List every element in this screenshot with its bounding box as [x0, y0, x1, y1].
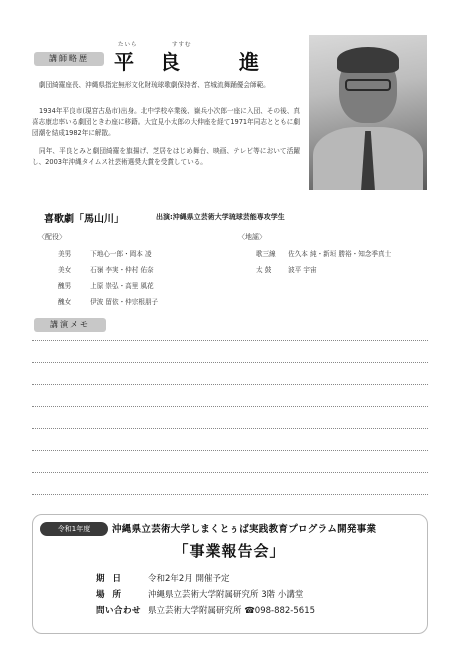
lecturer-name: 平良 進 — [114, 50, 285, 74]
music-role: 太 鼓 — [256, 266, 272, 274]
place-value: 沖縄県立芸術大学附属研究所 3階 小講堂 — [148, 590, 304, 600]
date-label: 期日 — [96, 574, 130, 584]
memo-line — [32, 406, 428, 407]
cast-names: 下地心一郎・岡本 凌 — [90, 250, 152, 258]
memo-line — [32, 472, 428, 473]
memo-line — [32, 450, 428, 451]
place-label: 場所 — [96, 590, 130, 600]
memo-line — [32, 340, 428, 341]
fiscal-year-badge: 令和1年度 — [40, 522, 108, 536]
cast-role: 醜女 — [58, 298, 72, 306]
name-ruby-first: たいら — [118, 42, 138, 48]
bio-paragraph-2: 1934年平良市(現宮古島市)出身。北中学校卒業後、嶽兵小次郎一座に入団、その後、真喜志康忠率いる劇団ときわ座に移籍。大宜見小太郎の大伸座を経て1971年同志とともに劇団潮を結成1982年に解散。 — [32, 107, 300, 137]
work-title: 喜歌劇「馬山川」 — [44, 214, 124, 225]
bio-paragraph-3: 同年、平良とみと劇団綺羅を旗揚げ、芝居をはじめ舞台、映画、テレビ等において活躍し、2003年沖縄タイムス社芸術選奨大賞を受賞している。 — [32, 147, 300, 166]
music-heading: 〈地謡〉 — [238, 233, 266, 241]
music-names: 波平 宇宙 — [288, 266, 317, 274]
name-ruby-last: すすむ — [172, 42, 192, 48]
project-title: 沖縄県立芸術大学しまくとぅば実践教育プログラム開発事業 — [112, 524, 377, 535]
lecturer-profile-label: 講師略歴 — [34, 52, 104, 66]
cast-names: 伊波 留依・仲宗根朋子 — [90, 298, 159, 306]
music-row — [256, 264, 317, 274]
cast-names: 石嶺 李実・仲村 佑奈 — [90, 266, 154, 274]
report-meeting-title: 「事業報告会」 — [173, 542, 286, 560]
memo-line — [32, 494, 428, 495]
bio-paragraph-1: 劇団綺羅座長、沖縄県指定無形文化財琉球歌劇保持者、宮城流舞踊優会師範。 — [39, 81, 270, 89]
cast-row — [58, 264, 154, 274]
cast-heading: 〈配役〉 — [38, 233, 66, 241]
performers-line: 出演:沖縄県立芸術大学琉球芸能専攻学生 — [156, 213, 285, 221]
cast-role: 美女 — [58, 266, 72, 274]
music-row — [256, 248, 391, 258]
memo-line — [32, 362, 428, 363]
memo-line — [32, 384, 428, 385]
cast-row — [58, 296, 158, 306]
lecturer-photo — [309, 35, 427, 190]
cast-row — [58, 280, 154, 290]
cast-role: 美男 — [58, 250, 72, 258]
lecture-memo-label: 講演メモ — [34, 318, 106, 332]
date-value: 令和2年2月 開催予定 — [148, 574, 230, 584]
cast-role: 醜男 — [58, 282, 72, 290]
contact-value: 県立芸術大学附属研究所 ☎098-882-5615 — [148, 606, 316, 616]
contact-label: 問い合わせ — [96, 606, 142, 616]
cast-names: 上原 崇弘・高里 風花 — [90, 282, 154, 290]
music-names: 佐久本 純・新垣 勝裕・知念季真士 — [288, 250, 392, 258]
memo-line — [32, 428, 428, 429]
cast-row — [58, 248, 152, 258]
music-role: 歌三線 — [256, 250, 276, 258]
